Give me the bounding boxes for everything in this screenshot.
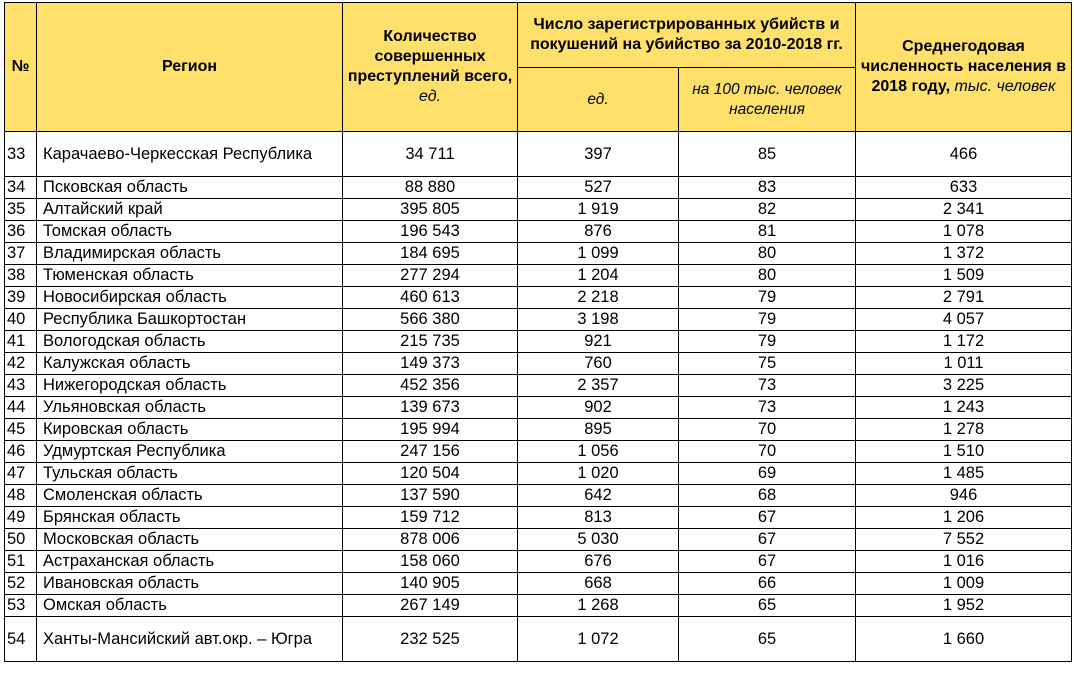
row-murders-per100k: 73 xyxy=(679,375,856,397)
row-population: 1 278 xyxy=(856,419,1072,441)
row-region: Владимирская область xyxy=(37,243,343,265)
row-murders: 895 xyxy=(518,419,679,441)
row-number: 47 xyxy=(5,463,37,485)
row-crimes: 247 156 xyxy=(343,441,518,463)
row-population: 1 206 xyxy=(856,507,1072,529)
table-row xyxy=(5,419,1072,441)
row-murders: 5 030 xyxy=(518,529,679,551)
row-murders: 2 218 xyxy=(518,287,679,309)
row-region: Брянская область xyxy=(37,507,343,529)
row-region: Вологодская область xyxy=(37,331,343,353)
row-population: 1 016 xyxy=(856,551,1072,573)
table-body xyxy=(5,132,1072,662)
row-crimes: 267 149 xyxy=(343,595,518,617)
row-population: 4 057 xyxy=(856,309,1072,331)
row-crimes: 196 543 xyxy=(343,221,518,243)
row-region: Калужская область xyxy=(37,353,343,375)
row-murders-per100k: 75 xyxy=(679,353,856,375)
table-row xyxy=(5,551,1072,573)
row-number: 43 xyxy=(5,375,37,397)
row-number: 50 xyxy=(5,529,37,551)
row-population: 1 243 xyxy=(856,397,1072,419)
row-region: Ивановская область xyxy=(37,573,343,595)
table-row xyxy=(5,265,1072,287)
table-row xyxy=(5,199,1072,221)
table-row xyxy=(5,287,1072,309)
header-population-title: Среднегодовая численность населения в 2018 году, xyxy=(860,38,1067,95)
row-number: 49 xyxy=(5,507,37,529)
header-murders: Число зарегистрированных убийств и покушений на убийство за 2010-2018 гг. xyxy=(518,3,856,68)
row-murders: 760 xyxy=(518,353,679,375)
row-region: Кировская область xyxy=(37,419,343,441)
row-murders-per100k: 69 xyxy=(679,463,856,485)
row-region: Тюменская область xyxy=(37,265,343,287)
row-population: 2 791 xyxy=(856,287,1072,309)
row-population: 466 xyxy=(856,132,1072,177)
row-crimes: 120 504 xyxy=(343,463,518,485)
row-crimes: 137 590 xyxy=(343,485,518,507)
row-number: 44 xyxy=(5,397,37,419)
row-crimes: 184 695 xyxy=(343,243,518,265)
row-crimes: 139 673 xyxy=(343,397,518,419)
table-row xyxy=(5,331,1072,353)
row-number: 40 xyxy=(5,309,37,331)
table-row xyxy=(5,463,1072,485)
row-region: Смоленская область xyxy=(37,485,343,507)
header-crimes-unit: ед. xyxy=(418,88,441,105)
header-murders-per100k: на 100 тыс. человек населения xyxy=(679,68,856,132)
row-murders: 397 xyxy=(518,132,679,177)
row-murders-per100k: 70 xyxy=(679,441,856,463)
row-murders: 676 xyxy=(518,551,679,573)
row-region: Томская область xyxy=(37,221,343,243)
row-population: 7 552 xyxy=(856,529,1072,551)
table-row xyxy=(5,595,1072,617)
row-number: 38 xyxy=(5,265,37,287)
row-crimes: 195 994 xyxy=(343,419,518,441)
row-region: Алтайский край xyxy=(37,199,343,221)
row-murders-per100k: 65 xyxy=(679,595,856,617)
row-crimes: 149 373 xyxy=(343,353,518,375)
row-murders: 1 919 xyxy=(518,199,679,221)
row-murders: 921 xyxy=(518,331,679,353)
row-region: Ульяновская область xyxy=(37,397,343,419)
row-region: Новосибирская область xyxy=(37,287,343,309)
row-population: 1 485 xyxy=(856,463,1072,485)
row-murders: 902 xyxy=(518,397,679,419)
row-region: Ханты-Мансийский авт.окр. – Югра xyxy=(37,617,343,662)
row-region: Удмуртская Республика xyxy=(37,441,343,463)
header-population xyxy=(856,3,1072,132)
row-population: 1 372 xyxy=(856,243,1072,265)
table-row xyxy=(5,507,1072,529)
row-region: Республика Башкортостан xyxy=(37,309,343,331)
row-region: Псковская область xyxy=(37,177,343,199)
row-murders: 1 056 xyxy=(518,441,679,463)
row-murders-per100k: 80 xyxy=(679,265,856,287)
row-murders-per100k: 80 xyxy=(679,243,856,265)
row-population: 2 341 xyxy=(856,199,1072,221)
row-murders-per100k: 79 xyxy=(679,287,856,309)
row-number: 54 xyxy=(5,617,37,662)
row-murders-per100k: 79 xyxy=(679,331,856,353)
row-population: 633 xyxy=(856,177,1072,199)
row-murders-per100k: 82 xyxy=(679,199,856,221)
row-murders: 527 xyxy=(518,177,679,199)
row-number: 35 xyxy=(5,199,37,221)
row-number: 53 xyxy=(5,595,37,617)
row-region: Московская область xyxy=(37,529,343,551)
row-population: 946 xyxy=(856,485,1072,507)
row-murders: 876 xyxy=(518,221,679,243)
row-murders-per100k: 66 xyxy=(679,573,856,595)
table-row xyxy=(5,132,1072,177)
table-row xyxy=(5,617,1072,662)
row-murders: 1 020 xyxy=(518,463,679,485)
table-row xyxy=(5,441,1072,463)
row-population: 1 660 xyxy=(856,617,1072,662)
row-number: 51 xyxy=(5,551,37,573)
row-population: 3 225 xyxy=(856,375,1072,397)
row-murders-per100k: 67 xyxy=(679,529,856,551)
row-crimes: 215 735 xyxy=(343,331,518,353)
row-population: 1 952 xyxy=(856,595,1072,617)
header-region: Регион xyxy=(37,3,343,132)
table-row xyxy=(5,177,1072,199)
row-region: Карачаево-Черкесская Республика xyxy=(37,132,343,177)
table-row xyxy=(5,397,1072,419)
table-row xyxy=(5,485,1072,507)
row-population: 1 009 xyxy=(856,573,1072,595)
row-number: 42 xyxy=(5,353,37,375)
header-murders-units: ед. xyxy=(518,68,679,132)
table-row xyxy=(5,573,1072,595)
row-number: 45 xyxy=(5,419,37,441)
table-row xyxy=(5,309,1072,331)
row-murders-per100k: 85 xyxy=(679,132,856,177)
row-number: 39 xyxy=(5,287,37,309)
row-number: 41 xyxy=(5,331,37,353)
row-murders: 813 xyxy=(518,507,679,529)
row-population: 1 078 xyxy=(856,221,1072,243)
row-murders: 1 072 xyxy=(518,617,679,662)
row-number: 46 xyxy=(5,441,37,463)
row-murders-per100k: 81 xyxy=(679,221,856,243)
row-number: 52 xyxy=(5,573,37,595)
row-murders: 668 xyxy=(518,573,679,595)
header-crimes-title: Количество совершенных преступлений всего, xyxy=(347,28,513,85)
row-murders-per100k: 83 xyxy=(679,177,856,199)
row-region: Омская область xyxy=(37,595,343,617)
table-row xyxy=(5,243,1072,265)
row-number: 36 xyxy=(5,221,37,243)
row-crimes: 88 880 xyxy=(343,177,518,199)
table-row xyxy=(5,353,1072,375)
row-murders-per100k: 67 xyxy=(679,551,856,573)
crime-statistics-table xyxy=(4,2,1072,662)
row-number: 33 xyxy=(5,132,37,177)
row-murders-per100k: 70 xyxy=(679,419,856,441)
table-row xyxy=(5,221,1072,243)
row-population: 1 172 xyxy=(856,331,1072,353)
row-murders-per100k: 65 xyxy=(679,617,856,662)
row-murders-per100k: 67 xyxy=(679,507,856,529)
row-crimes: 158 060 xyxy=(343,551,518,573)
row-murders: 1 204 xyxy=(518,265,679,287)
row-murders: 1 099 xyxy=(518,243,679,265)
row-number: 34 xyxy=(5,177,37,199)
row-murders-per100k: 73 xyxy=(679,397,856,419)
row-murders-per100k: 68 xyxy=(679,485,856,507)
row-crimes: 232 525 xyxy=(343,617,518,662)
table-row xyxy=(5,375,1072,397)
row-crimes: 460 613 xyxy=(343,287,518,309)
row-murders: 3 198 xyxy=(518,309,679,331)
row-crimes: 140 905 xyxy=(343,573,518,595)
row-crimes: 277 294 xyxy=(343,265,518,287)
row-crimes: 452 356 xyxy=(343,375,518,397)
header-crimes-total xyxy=(343,3,518,132)
row-number: 48 xyxy=(5,485,37,507)
row-region: Тульская область xyxy=(37,463,343,485)
row-population: 1 509 xyxy=(856,265,1072,287)
row-region: Астраханская область xyxy=(37,551,343,573)
row-population: 1 011 xyxy=(856,353,1072,375)
table-row xyxy=(5,529,1072,551)
row-crimes: 566 380 xyxy=(343,309,518,331)
row-murders-per100k: 79 xyxy=(679,309,856,331)
row-crimes: 395 805 xyxy=(343,199,518,221)
row-population: 1 510 xyxy=(856,441,1072,463)
header-number: № xyxy=(5,3,37,132)
table-header xyxy=(5,3,1072,132)
row-crimes: 878 006 xyxy=(343,529,518,551)
row-murders: 2 357 xyxy=(518,375,679,397)
row-region: Нижегородская область xyxy=(37,375,343,397)
row-number: 37 xyxy=(5,243,37,265)
header-population-unit: тыс. человек xyxy=(954,78,1056,95)
row-crimes: 159 712 xyxy=(343,507,518,529)
row-crimes: 34 711 xyxy=(343,132,518,177)
row-murders: 642 xyxy=(518,485,679,507)
row-murders: 1 268 xyxy=(518,595,679,617)
